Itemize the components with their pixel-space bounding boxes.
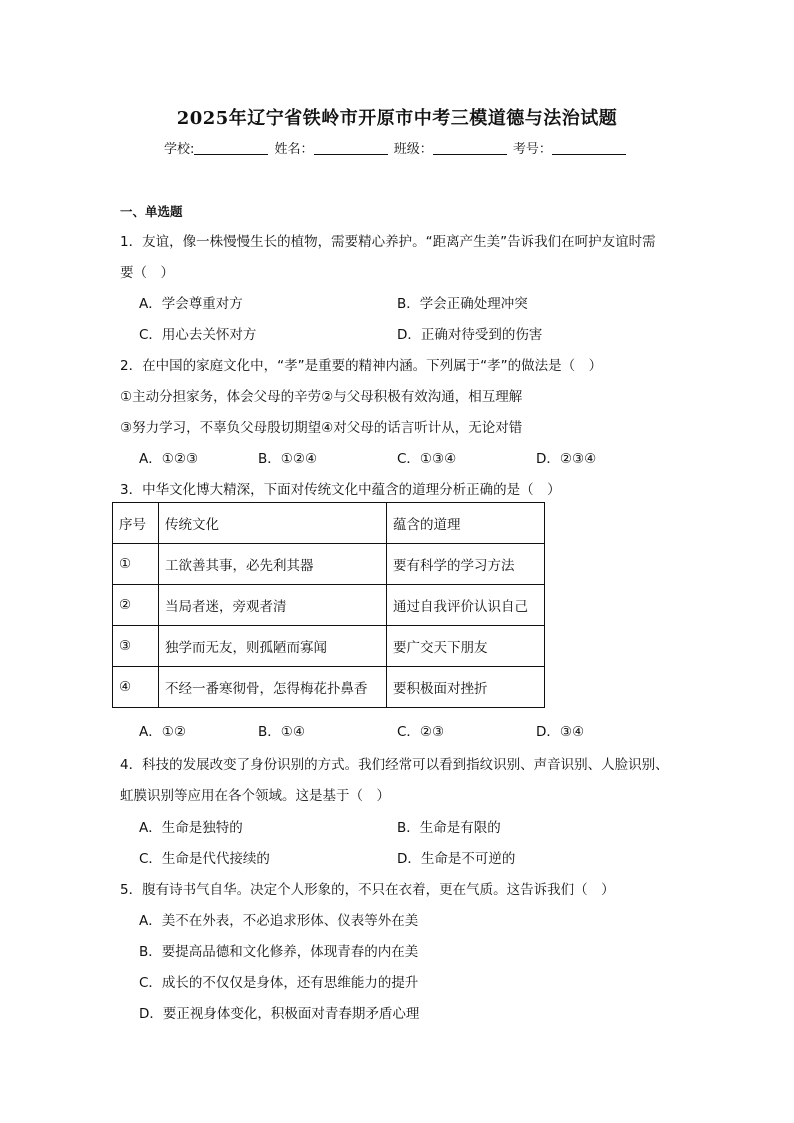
table-cell: ③ [113,626,159,667]
q4-option-c: C．生命是代代接续的 [139,851,270,867]
name-blank [314,140,388,155]
q5-option-a: A．美不在外表，不必追求形体、仪表等外在美 [139,913,419,929]
table-row [113,585,545,626]
q5-option-d: D．要正视身体变化，积极面对青春期矛盾心理 [139,1006,420,1022]
table-header-cell: 传统文化 [159,503,387,544]
table-row [113,626,545,667]
q2-stem-line1: 2．在中国的家庭文化中，“孝”是重要的精神内涵。下列属于“孝”的做法是（ ） [120,358,603,374]
name-label: 姓名： [274,142,314,157]
table-cell: ④ [113,667,159,708]
q4-stem-line1: 4．科技的发展改变了身份识别的方式。我们经常可以看到指纹识别、声音识别、人脸识别、 [120,757,669,773]
q1-stem-line1: 1．友谊，像一株慢慢生长的植物，需要精心养护。“距离产生美”告诉我们在呵护友谊时需 [120,234,656,250]
table-header-cell: 序号 [113,503,159,544]
table-row [113,544,545,585]
table-cell: 要广交天下朋友 [387,626,545,667]
q2-statements-line1: ①主动分担家务，体会父母的辛劳②与父母积极有效沟通，相互理解 [120,389,523,405]
table-cell: 要有科学的学习方法 [387,544,545,585]
table-cell: 不经一番寒彻骨，怎得梅花扑鼻香 [159,667,387,708]
q3-option-a: A．①② [139,724,186,740]
table-cell: ② [113,585,159,626]
q1-option-d: D．正确对待受到的伤害 [397,327,543,343]
q1-option-a: A．学会尊重对方 [139,296,243,312]
q2-option-b: B．①②④ [258,451,318,467]
q3-option-b: B．①④ [258,724,305,740]
school-label: 学校: [164,142,195,157]
school-blank [194,140,268,155]
exam-number-blank [552,140,626,155]
q1-option-c: C．用心去关怀对方 [139,327,257,343]
table-cell: ① [113,544,159,585]
table-cell: 当局者迷，旁观者清 [159,585,387,626]
student-info-row [164,138,628,157]
table-header-cell: 蕴含的道理 [387,503,545,544]
q2-option-c: C．①③④ [397,451,457,467]
section-heading: 一、单选题 [120,204,183,219]
table-cell: 要积极面对挫折 [387,667,545,708]
q1-option-b: B．学会正确处理冲突 [397,296,528,312]
table-cell: 独学而无友，则孤陋而寡闻 [159,626,387,667]
q4-option-a: A．生命是独特的 [139,820,243,836]
class-blank [433,140,507,155]
q4-option-d: D．生命是不可逆的 [397,851,516,867]
q1-stem-line2: 要（ ） [120,265,174,281]
q5-option-b: B．要提高品德和文化修养，体现青春的内在美 [139,944,419,960]
table-cell: 工欲善其事，必先利其器 [159,544,387,585]
table-header-row [113,503,545,544]
table-row [113,667,545,708]
q3-stem: 3．中华文化博大精深，下面对传统文化中蕴含的道理分析正确的是（ ） [120,482,561,498]
q5-option-c: C．成长的不仅仅是身体，还有思维能力的提升 [139,975,419,991]
q4-stem-line2: 虹膜识别等应用在各个领域。这是基于（ ） [120,788,390,804]
q5-stem: 5．腹有诗书气自华。决定个人形象的，不只在衣着，更在气质。这告诉我们（ ） [120,882,615,898]
exam-title: 2025年辽宁省铁岭市开原市中考三模道德与法治试题 [176,108,618,129]
q4-option-b: B．生命是有限的 [397,820,501,836]
q2-statements-line2: ③努力学习，不辜负父母殷切期望④对父母的话言听计从，无论对错 [120,420,523,436]
exam-number-label: 考号： [512,142,552,157]
q3-option-d: D．③④ [536,724,585,740]
q3-culture-table [112,502,545,708]
q2-option-a: A．①②③ [139,451,199,467]
class-label: 班级： [393,142,433,157]
q2-option-d: D．②③④ [536,451,597,467]
table-cell: 通过自我评价认识自己 [387,585,545,626]
q3-option-c: C．②③ [397,724,445,740]
